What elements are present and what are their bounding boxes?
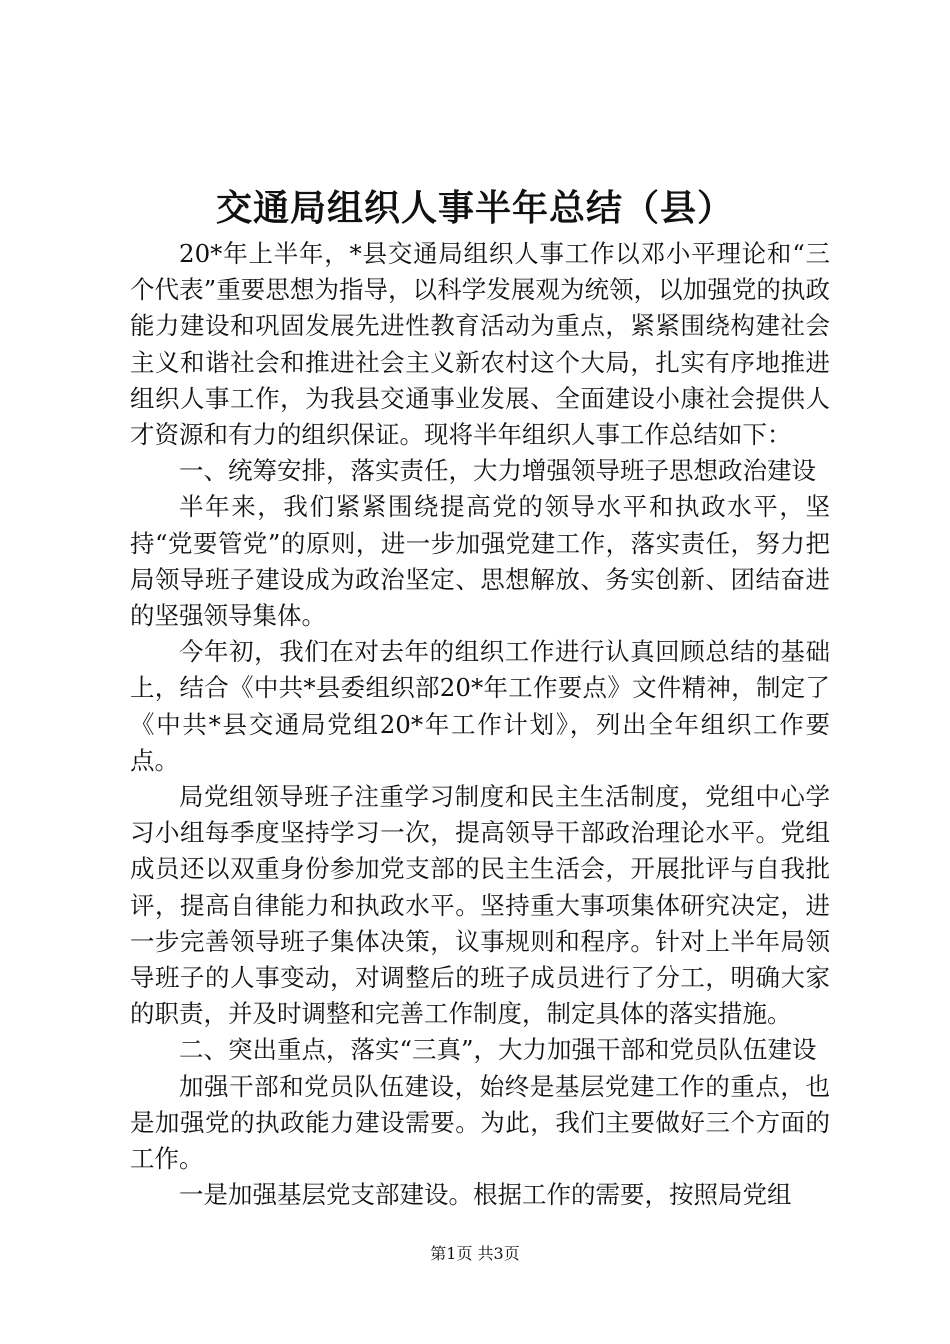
paragraph: 加强干部和党员队伍建设，始终是基层党建工作的重点，也是加强党的执政能力建设需要。为此，我们主要做好三个方面的工作。	[130, 1071, 830, 1174]
paragraph-intro: 20*年上半年，*县交通局组织人事工作以邓小平理论和“三个代表”重要思想为指导，以科学发展观为统领，以加强党的执政能力建设和巩固发展先进性教育活动为重点，紧紧围绕构建社会主义和谐社会和推进社会主义新农村这个大局，扎实有序地推进组织人事工作，为我县交通事业发展、全面建设小康社会提供人才资源和有力的组织保证。现将半年组织人事工作总结如下：	[130, 239, 830, 450]
paragraph: 局党组领导班子注重学习制度和民主生活制度，党组中心学习小组每季度坚持学习一次，提高领导干部政治理论水平。党组成员还以双重身份参加党支部的民主生活会，开展批评与自我批评，提高自律能力和执政水平。坚持重大事项集体研究决定，进一步完善领导班子集体决策，议事规则和程序。针对上半年局领导班子的人事变动，对调整后的班子成员进行了分工，明确大家的职责，并及时调整和完善工作制度，制定具体的落实措施。	[130, 782, 830, 1029]
paragraph: 今年初，我们在对去年的组织工作进行认真回顾总结的基础上，结合《中共*县委组织部20*年工作要点》文件精神，制定了《中共*县交通局党组20*年工作计划》，列出全年组织工作要点。	[130, 637, 830, 775]
paragraph: 一是加强基层党支部建设。根据工作的需要，按照局党组	[179, 1180, 792, 1210]
document-title: 交通局组织人事半年总结（县）	[215, 187, 734, 229]
document-body	[130, 236, 830, 1213]
paragraph: 半年来，我们紧紧围绕提高党的领导水平和执政水平，坚持“党要管党”的原则，进一步加强党建工作，落实责任，努力把局领导班子建设成为政治坚定、思想解放、务实创新、团结奋进的坚强领导集体。	[130, 492, 830, 631]
section-heading-2: 二、突出重点，落实“三真”，大力加强干部和党员队伍建设	[179, 1035, 817, 1065]
page-number-footer: 第1页 共3页	[430, 1244, 520, 1263]
section-heading-1: 一、统筹安排，落实责任，大力增强领导班子思想政治建设	[179, 456, 816, 486]
